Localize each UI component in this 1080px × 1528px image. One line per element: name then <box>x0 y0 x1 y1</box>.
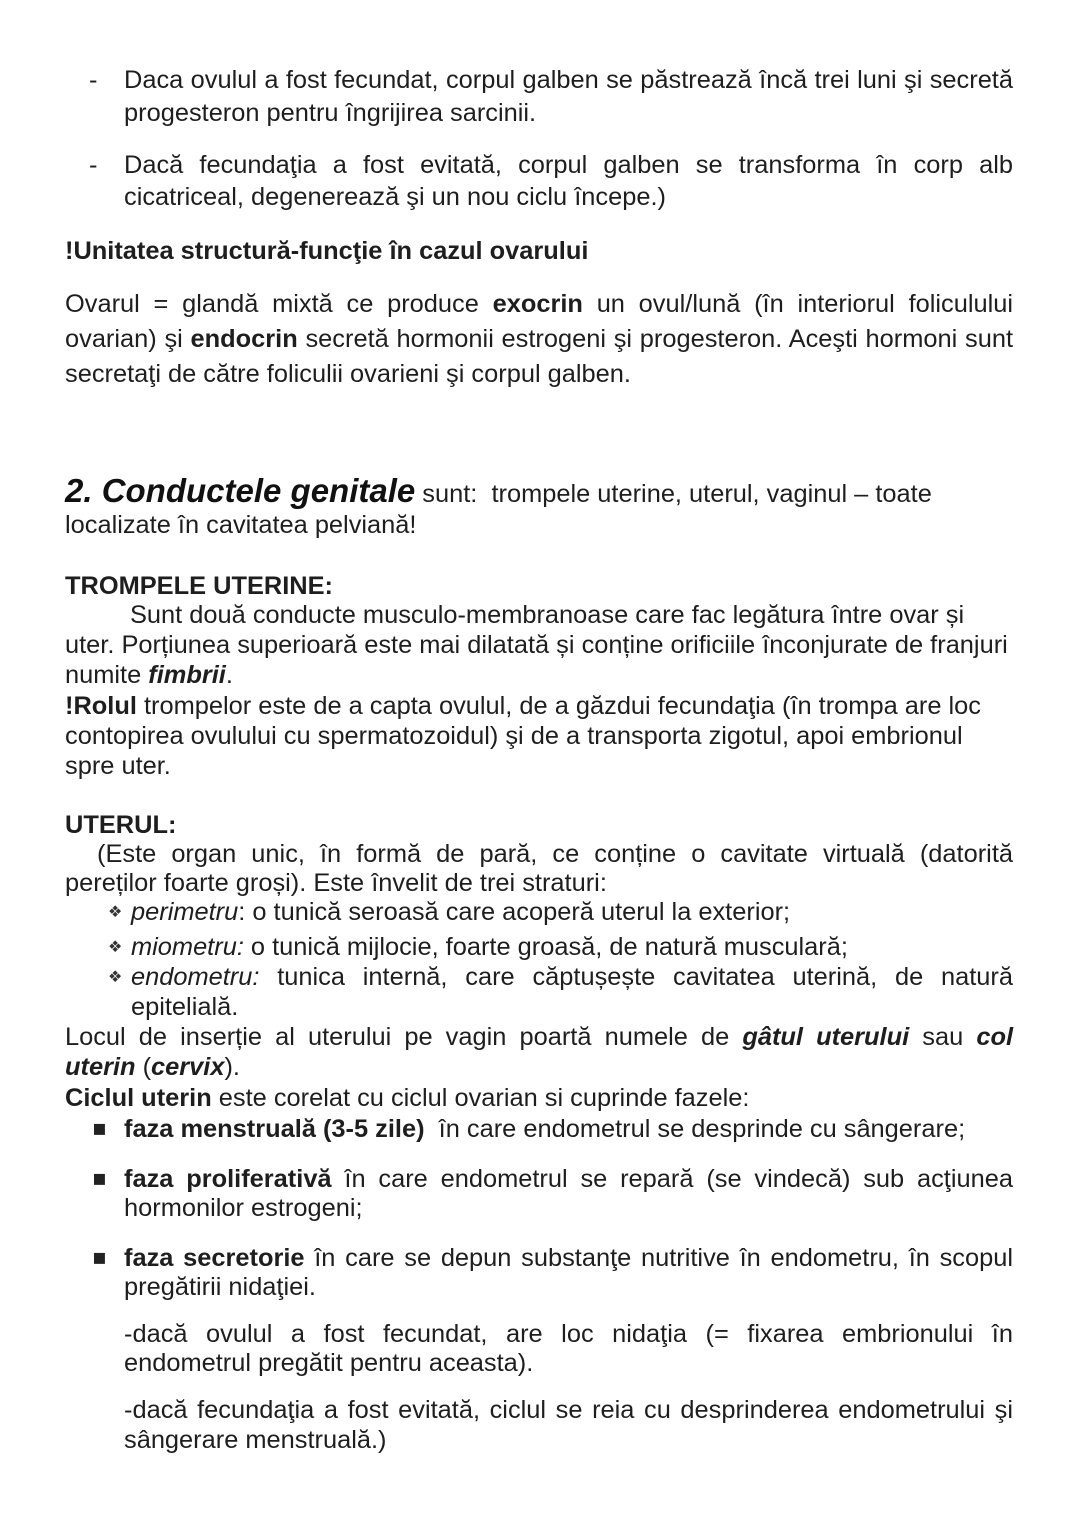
phase-name: faza secretorie <box>124 1244 305 1272</box>
term-endometru: endometru: <box>131 963 260 991</box>
cervix-text: sau <box>909 1023 977 1051</box>
genital-ducts-heading-line <box>65 472 932 509</box>
outcome-fecundated-line-1: -dacă ovulul a fost fecundat, are loc nidaţia (= fixarea embrionului în <box>124 1320 1013 1348</box>
avoided-fecundation-bullet-line-2: cicatriceal, degenerează şi un nou ciclu începe.) <box>124 183 666 211</box>
fallopian-text: numite <box>65 661 149 689</box>
term-col: col <box>976 1023 1014 1051</box>
cervix-text: ). <box>224 1053 240 1081</box>
fallopian-desc-line-2: uter. Porțiunea superioară este mai dilatată și conține orificiile înconjurate de franjuri <box>65 631 1008 659</box>
cervix-text: Locul de inserție al uterului pe vagin poartă numele de <box>65 1023 743 1051</box>
fallopian-tubes-heading: TROMPELE UTERINE: <box>65 572 334 600</box>
fallopian-role-line-2: contopirea ovulului cu spermatozoidul) şi de a transporta zigotul, apoi embrionul <box>65 722 963 750</box>
phase-text: în care endometrul se desprinde cu sângerare; <box>424 1115 966 1143</box>
term-ciclul-uterin: Ciclul uterin <box>65 1084 212 1112</box>
term-gatul-uterului: gâtul uterului <box>742 1023 910 1051</box>
layer-text: : o tunică seroasă care acoperă uterul la exterior; <box>238 898 791 926</box>
cervix-line-2 <box>65 1052 240 1082</box>
term-miometru: miometru: <box>131 933 244 961</box>
ovary-text: secretă hormonii estrogeni şi progesteron. Aceşti hormoni sunt <box>297 325 1013 353</box>
uterus-heading: UTERUL: <box>65 811 177 839</box>
layer-miometru <box>131 932 848 962</box>
diamond-bullet-icon: ❖ <box>108 902 123 921</box>
genital-ducts-intro-line-2: localizate în cavitatea pelviană! <box>65 511 417 539</box>
phase-secretory <box>124 1243 1013 1273</box>
phase-menstrual <box>124 1114 965 1144</box>
fallopian-text: . <box>225 661 233 689</box>
uterine-cycle-intro <box>65 1083 749 1113</box>
term-exocrin: exocrin <box>492 290 583 318</box>
avoided-fecundation-bullet-line-1: Dacă fecundaţia a fost evitată, corpul galben se transforma în corp alb <box>124 151 1013 179</box>
fallopian-role-line-3: spre uter. <box>65 752 171 780</box>
fallopian-role-line-1 <box>65 691 981 721</box>
fecundated-bullet-line-2: progesteron pentru îngrijirea sarcinii. <box>124 99 537 127</box>
phase-text: în care endometrul se repară (se vindecă) sub acţiunea <box>331 1165 1013 1193</box>
ovary-text: ovarian) şi <box>65 325 191 353</box>
layer-perimetru <box>131 897 790 927</box>
layer-text: tunica internă, care căptușește cavitatea uterină, de natură <box>259 963 1013 991</box>
ovary-paragraph-line-3: secretaţi de către foliculii ovarieni şi corpul galben. <box>65 360 631 388</box>
square-bullet-icon: ▪ <box>92 1116 107 1141</box>
phase-secretory-line-2: pregătirii nidaţiei. <box>124 1273 316 1301</box>
fecundated-bullet-line-1: Daca ovulul a fost fecundat, corpul galben se păstrează încă trei luni şi secretă <box>124 66 1013 94</box>
outcome-fecundated-line-2: endometrul pregătit pentru aceasta). <box>124 1349 534 1377</box>
term-fimbrii: fimbrii <box>148 661 226 689</box>
phase-name: faza proliferativă <box>124 1165 332 1193</box>
bullet-dash-2: - <box>89 151 98 179</box>
uterus-intro-line-2: pereților foarte groși). Este învelit de trei straturi: <box>65 869 607 897</box>
layer-endometru <box>131 962 1013 992</box>
term-perimetru: perimetru <box>131 898 239 926</box>
term-rolul: !Rolul <box>65 692 137 720</box>
diamond-bullet-icon: ❖ <box>108 937 123 956</box>
ovary-paragraph-line-2 <box>65 324 1013 354</box>
square-bullet-icon: ▪ <box>92 1166 107 1191</box>
cervix-text: ( <box>135 1053 152 1081</box>
diamond-bullet-icon: ❖ <box>108 967 123 986</box>
section-intro: sunt: trompele uterine, uterul, vaginul – toate <box>415 480 932 508</box>
structure-function-heading: !Unitatea structură-funcţie în cazul ovarului <box>65 237 589 265</box>
term-uterin: uterin <box>65 1053 136 1081</box>
outcome-avoided-line-1: -dacă fecundaţia a fost evitată, ciclul se reia cu desprinderea endometrului şi <box>124 1396 1013 1424</box>
ovary-paragraph-line-1 <box>65 289 1013 319</box>
phase-proliferative <box>124 1164 1013 1194</box>
cervix-line-1 <box>65 1022 1013 1052</box>
term-cervix: cervix <box>151 1053 225 1081</box>
ovary-text: Ovarul = glandă mixtă ce produce <box>65 290 493 318</box>
fallopian-desc-line-1: Sunt două conducte musculo-membranoase care fac legătura între ovar și <box>130 601 965 629</box>
ovary-text: un ovul/lună (în interiorul foliculului <box>582 290 1014 318</box>
phase-name: faza menstruală (3-5 zile) <box>124 1115 425 1143</box>
layer-text: o tunică mijlocie, foarte groasă, de natură musculară; <box>243 933 848 961</box>
square-bullet-icon: ▪ <box>92 1245 107 1270</box>
fallopian-desc-line-3 <box>65 660 233 690</box>
outcome-avoided-line-2: sângerare menstruală.) <box>124 1426 387 1454</box>
layer-endometru-line-2: epitelială. <box>131 993 239 1021</box>
phase-text: în care se depun substanţe nutritive în endometru, în scopul <box>304 1244 1013 1272</box>
term-endocrin: endocrin <box>190 325 298 353</box>
phase-proliferative-line-2: hormonilor estrogeni; <box>124 1194 363 1222</box>
uterus-intro-line-1: (Este organ unic, în formă de pară, ce conține o cavitate virtuală (datorită <box>97 840 1013 868</box>
fallopian-role-text: trompelor este de a capta ovulul, de a găzdui fecundaţia (în trompa are loc <box>136 692 981 720</box>
cycle-intro-text: este corelat cu ciclul ovarian si cuprinde fazele: <box>211 1084 750 1112</box>
bullet-dash-1: - <box>89 66 98 94</box>
section-title: 2. Conductele genitale <box>65 472 416 509</box>
